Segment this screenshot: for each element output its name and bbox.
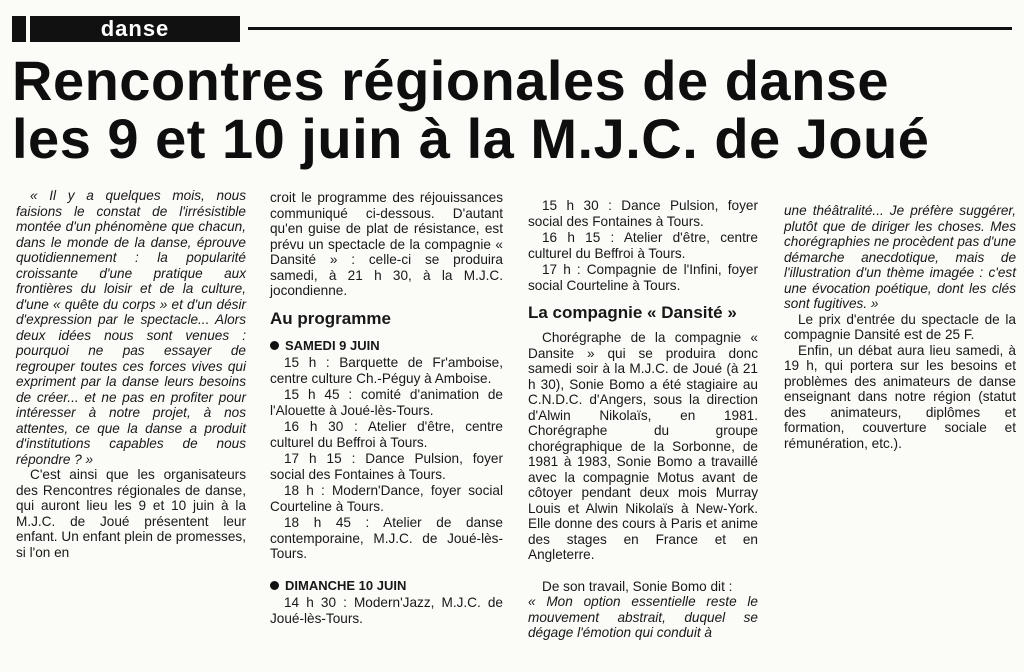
program-item: 14 h 30 : Modern'Jazz, M.J.C. de Joué-lès-Tours.	[270, 595, 503, 626]
quote-intro: De son travail, Sonie Bomo dit :	[542, 578, 733, 594]
program-item: 17 h 15 : Dance Pulsion, foyer social des Fontaines à Tours.	[270, 451, 503, 482]
intro-paragraph: C'est ainsi que les organisateurs des Rencontres régionales de danse, qui auront lieu les 9 et 10 juin à la M.J.C. de Joué présentent leur enfant. Un enfant plein de promesses, si l'on en	[16, 467, 246, 560]
section-rubric: danse	[30, 16, 240, 42]
bullet-icon	[270, 341, 279, 350]
program-item: 15 h 45 : comité d'animation de l'Alouette à Joué-lès-Tours.	[270, 387, 503, 418]
program-item: 15 h 30 : Dance Pulsion, foyer social des Fontaines à Tours.	[528, 198, 758, 229]
program-item: 18 h : Modern'Dance, foyer social Courteline à Tours.	[270, 483, 503, 514]
bullet-icon	[270, 581, 279, 590]
intro-quote: « Il y a quelques mois, nous faisions le constat de l'irrésistible montée d'un phénomène que chacun, dans le monde de la danse, éprouve quotidiennement : la popularité croissante d'une pratique aux frontières du loisir et de la culture, d'une « quête du corps » et d'un désir d'expression par le spectacle... Alors deux idées nous sont venues : pourquoi ne pas essayer de regrouper toutes ces forces vives qui expriment par la danse leurs besoins de créer... et ne pas en profiter pour intéresser à notre projet, à nos attentes, ce que la danse a produit d'institutions capables de nous répondre ? »	[16, 188, 246, 467]
day-saturday	[270, 338, 503, 354]
rubric-marker	[12, 16, 26, 42]
debate-paragraph: Enfin, un débat aura lieu samedi, à 19 h, qui portera sur les besoins et problèmes des animateurs de danse enseignant dans notre région (statut des animateurs, diplômes et formation, couverture sociale et rémunération, etc.).	[784, 342, 1016, 451]
price-paragraph: Le prix d'entrée du spectacle de la compagnie Dansité est de 25 F.	[784, 311, 1016, 342]
column-2	[270, 190, 503, 627]
program-item: 16 h 30 : Atelier d'être, centre culturel du Beffroi à Tours.	[270, 419, 503, 450]
rubric-rule	[248, 27, 1012, 30]
day-label: DIMANCHE 10 JUIN	[285, 577, 407, 593]
program-intro: croit le programme des réjouissances communiqué ci-dessous. D'autant qu'en guise de plat de résistance, est prévu un spectacle de la compagnie « Dansité » : celle-ci se produira samedi, à 21 h 30, à la M.J.C. jocondienne.	[270, 190, 503, 298]
quote-continued: une théâtralité... Je préfère suggérer, plutôt que de diriger les choses. Mes chorégraphies ne procèdent pas d'une démarche anecdotique, mais de l'illustration d'un thème imagée : c'est une évocation poétique, dont les clés sont fugitives. »	[784, 203, 1016, 311]
column-3	[528, 198, 758, 641]
program-item: 16 h 15 : Atelier d'être, centre culturel du Beffroi à Tours.	[528, 230, 758, 261]
company-heading: La compagnie « Dansité »	[528, 303, 737, 322]
column-1	[16, 188, 246, 560]
program-item: 17 h : Compagnie de l'Infini, foyer social Courteline à Tours.	[528, 262, 758, 293]
column-4	[784, 203, 1016, 451]
day-label: SAMEDI 9 JUIN	[285, 337, 380, 353]
choreographer-quote: « Mon option essentielle reste le mouvement abstrait, duquel se dégage l'émotion qui conduit à	[528, 594, 758, 640]
day-sunday	[270, 578, 503, 594]
headline-line-2: les 9 et 10 juin à la M.J.C. de Joué	[12, 107, 930, 170]
program-heading: Au programme	[270, 308, 391, 328]
program-item: 18 h 45 : Atelier de danse contemporaine, M.J.C. de Joué-lès-Tours.	[270, 515, 503, 561]
headline-line-1: Rencontres régionales de danse	[12, 49, 890, 112]
company-paragraph: Chorégraphe de la compagnie « Dansite » qui se produira donc samedi soir à la M.J.C. de Joué (à 21 h 30), Sonie Bomo a été stagiaire au C.N.D.C. d'Angers, sous la direction d'Alwin Nikolaïs, en 1981. Chorégraphe du groupe chorégraphique de la Sorbonne, de 1981 à 1983, Sonie Bomo a travaillé avec la compagnie Motus avant de côtoyer pendant deux mois Murray Louis et Alwin Nikolaïs à New-York. Elle donne des cours à Paris et anime des stages en France et en Angleterre.	[528, 330, 758, 562]
article-headline	[12, 49, 1012, 170]
program-item: 15 h : Barquette de Fr'amboise, centre culture Ch.-Péguy à Amboise.	[270, 355, 503, 386]
